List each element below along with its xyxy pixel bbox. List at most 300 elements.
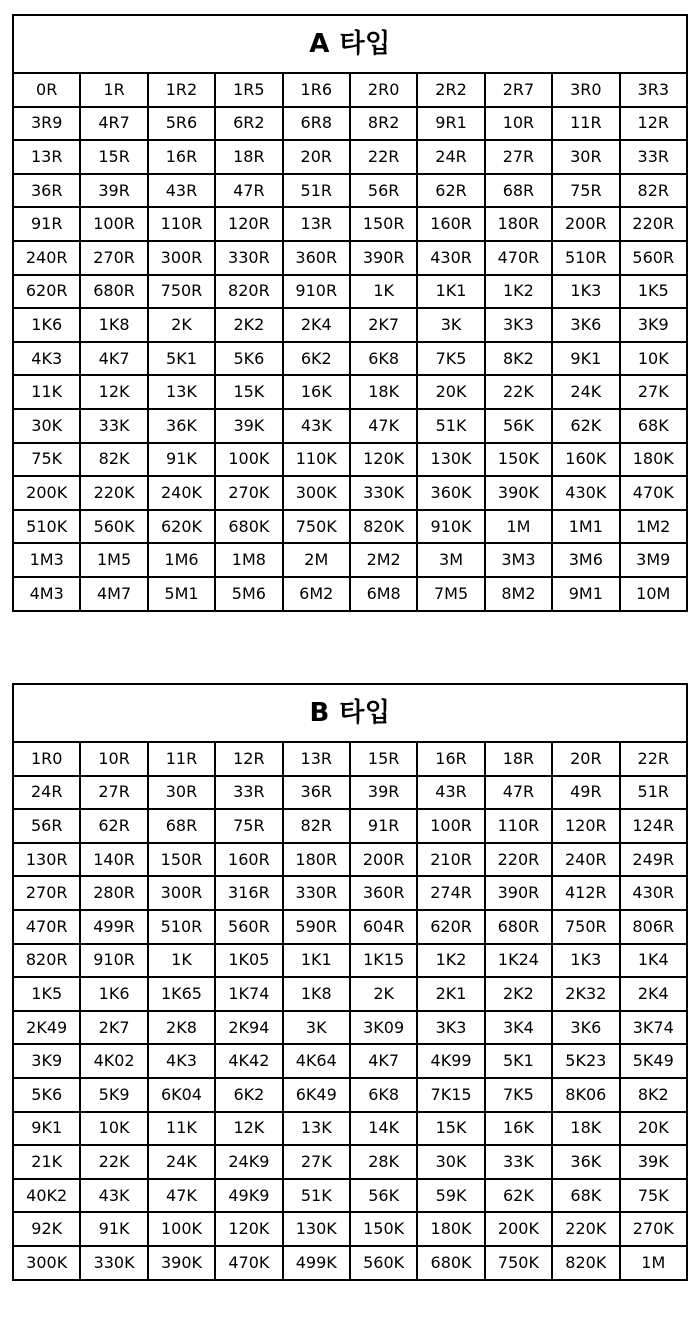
- resistor-value-cell: 100R: [80, 207, 147, 241]
- resistor-value-cell: 30K: [13, 409, 80, 443]
- resistor-value-cell: 2R7: [485, 73, 552, 107]
- resistor-value-cell: 47K: [350, 409, 417, 443]
- table-row: [13, 742, 687, 776]
- resistor-value-cell: 43R: [417, 776, 484, 810]
- resistor-value-cell: 2M: [283, 543, 350, 577]
- table-row: [13, 543, 687, 577]
- resistor-value-cell: 120R: [552, 809, 619, 843]
- resistor-value-cell: 4K3: [13, 342, 80, 376]
- resistor-value-cell: 92K: [13, 1212, 80, 1246]
- resistor-value-cell: 2M2: [350, 543, 417, 577]
- table-title: A 타입: [13, 15, 687, 73]
- resistor-value-cell: 200K: [13, 476, 80, 510]
- resistor-value-cell: 4M7: [80, 577, 147, 611]
- resistor-value-cell: 20K: [417, 375, 484, 409]
- resistor-value-cell: 3K9: [13, 1044, 80, 1078]
- resistor-value-cell: 100K: [148, 1212, 215, 1246]
- resistor-value-cell: 5K1: [485, 1044, 552, 1078]
- resistor-value-cell: 15R: [350, 742, 417, 776]
- resistor-value-cell: 11R: [148, 742, 215, 776]
- resistor-value-cell: 47R: [215, 174, 282, 208]
- resistor-value-cell: 1K2: [485, 275, 552, 309]
- resistor-value-cell: 1K6: [80, 977, 147, 1011]
- table-row: [13, 443, 687, 477]
- resistor-value-cell: 130K: [417, 443, 484, 477]
- resistor-value-cell: 200R: [552, 207, 619, 241]
- table-row: [13, 342, 687, 376]
- resistor-value-cell: 200R: [350, 843, 417, 877]
- table-row: [13, 476, 687, 510]
- resistor-value-cell: 7M5: [417, 577, 484, 611]
- resistor-value-cell: 680R: [485, 910, 552, 944]
- resistor-value-cell: 3K6: [552, 1011, 619, 1045]
- resistor-value-cell: 8K2: [620, 1078, 687, 1112]
- resistor-value-cell: 680K: [215, 510, 282, 544]
- resistor-value-cell: 59K: [417, 1179, 484, 1213]
- resistor-value-cell: 51K: [283, 1179, 350, 1213]
- resistor-value-cell: 750R: [552, 910, 619, 944]
- resistor-value-cell: 300R: [148, 241, 215, 275]
- resistor-value-cell: 1K05: [215, 944, 282, 978]
- resistor-value-cell: 910K: [417, 510, 484, 544]
- resistor-value-cell: 13K: [148, 375, 215, 409]
- resistor-value-cell: 150K: [485, 443, 552, 477]
- resistor-value-cell: 68R: [148, 809, 215, 843]
- resistor-value-cell: 300K: [283, 476, 350, 510]
- resistor-value-cell: 120K: [350, 443, 417, 477]
- resistor-value-cell: 75K: [13, 443, 80, 477]
- resistor-value-cell: 316R: [215, 876, 282, 910]
- resistor-value-cell: 6K8: [350, 1078, 417, 1112]
- resistor-value-cell: 120R: [215, 207, 282, 241]
- table-row: [13, 1212, 687, 1246]
- table-row: [13, 140, 687, 174]
- resistor-value-cell: 2K: [148, 308, 215, 342]
- resistor-value-cell: 1K3: [552, 275, 619, 309]
- resistor-value-cell: 1M6: [148, 543, 215, 577]
- resistor-value-cell: 280R: [80, 876, 147, 910]
- resistor-value-cell: 68R: [485, 174, 552, 208]
- resistor-value-cell: 30R: [552, 140, 619, 174]
- resistor-value-cell: 51K: [417, 409, 484, 443]
- resistor-value-cell: 300K: [13, 1246, 80, 1280]
- table-row: [13, 241, 687, 275]
- resistor-value-cell: 140R: [80, 843, 147, 877]
- resistor-value-cell: 12R: [620, 107, 687, 141]
- resistor-value-cell: 560K: [350, 1246, 417, 1280]
- resistor-value-cell: 10R: [485, 107, 552, 141]
- resistor-value-cell: 2K8: [148, 1011, 215, 1045]
- resistor-value-cell: 6M2: [283, 577, 350, 611]
- resistor-value-cell: 390K: [148, 1246, 215, 1280]
- resistor-value-cell: 3R3: [620, 73, 687, 107]
- resistor-value-cell: 150R: [350, 207, 417, 241]
- table-row: [13, 375, 687, 409]
- resistor-value-cell: 4K64: [283, 1044, 350, 1078]
- resistor-value-cell: 10K: [80, 1112, 147, 1146]
- table-row: [13, 207, 687, 241]
- resistor-value-cell: 39R: [80, 174, 147, 208]
- resistor-value-cell: 24K: [552, 375, 619, 409]
- resistor-value-cell: 1R5: [215, 73, 282, 107]
- resistor-value-cell: 39K: [620, 1145, 687, 1179]
- table-title-row: [13, 15, 687, 73]
- resistor-value-cell: 160K: [552, 443, 619, 477]
- resistor-value-cell: 6R2: [215, 107, 282, 141]
- resistor-value-cell: 330K: [80, 1246, 147, 1280]
- resistor-value-cell: 240K: [148, 476, 215, 510]
- resistor-value-cell: 360R: [283, 241, 350, 275]
- resistor-value-cell: 560K: [80, 510, 147, 544]
- resistor-value-cell: 3M9: [620, 543, 687, 577]
- resistor-value-cell: 604R: [350, 910, 417, 944]
- resistor-value-cell: 10M: [620, 577, 687, 611]
- resistor-value-cell: 33R: [215, 776, 282, 810]
- table-row: [13, 809, 687, 843]
- resistor-value-cell: 24K: [148, 1145, 215, 1179]
- resistor-value-cell: 470K: [620, 476, 687, 510]
- table-row: [13, 275, 687, 309]
- resistor-value-cell: 75R: [215, 809, 282, 843]
- resistor-value-cell: 8R2: [350, 107, 417, 141]
- resistor-value-cell: 3K: [283, 1011, 350, 1045]
- resistor-value-cell: 1K15: [350, 944, 417, 978]
- resistor-value-cell: 68K: [552, 1179, 619, 1213]
- resistor-value-cell: 4K42: [215, 1044, 282, 1078]
- resistor-value-cell: 15R: [80, 140, 147, 174]
- resistor-value-cell: 620R: [13, 275, 80, 309]
- resistor-value-cell: 210R: [417, 843, 484, 877]
- resistor-value-cell: 220K: [80, 476, 147, 510]
- resistor-value-cell: 150R: [148, 843, 215, 877]
- resistor-value-cell: 180R: [283, 843, 350, 877]
- resistor-value-cell: 62K: [552, 409, 619, 443]
- resistor-value-cell: 33K: [485, 1145, 552, 1179]
- resistor-value-cell: 75K: [620, 1179, 687, 1213]
- resistor-value-cell: 4K7: [350, 1044, 417, 1078]
- resistor-value-cell: 6K49: [283, 1078, 350, 1112]
- resistor-value-cell: 2K32: [552, 977, 619, 1011]
- table-row: [13, 1044, 687, 1078]
- resistor-value-cell: 6K04: [148, 1078, 215, 1112]
- resistor-value-cell: 100K: [215, 443, 282, 477]
- resistor-value-cell: 11K: [148, 1112, 215, 1146]
- resistor-value-cell: 18K: [552, 1112, 619, 1146]
- resistor-value-cell: 10R: [80, 742, 147, 776]
- table-body: [13, 742, 687, 1280]
- resistor-value-cell: 110K: [283, 443, 350, 477]
- resistor-value-cell: 36R: [13, 174, 80, 208]
- resistor-value-cell: 33R: [620, 140, 687, 174]
- resistor-value-cell: 2R0: [350, 73, 417, 107]
- resistor-value-cell: 39K: [215, 409, 282, 443]
- resistor-value-cell: 1R0: [13, 742, 80, 776]
- resistor-value-cell: 1K1: [283, 944, 350, 978]
- resistor-value-cell: 4K3: [148, 1044, 215, 1078]
- resistor-value-cell: 22R: [620, 742, 687, 776]
- resistor-value-cell: 12R: [215, 742, 282, 776]
- resistor-value-cell: 47K: [148, 1179, 215, 1213]
- resistor-value-cell: 1M3: [13, 543, 80, 577]
- table-row: [13, 409, 687, 443]
- resistor-value-cell: 2K4: [283, 308, 350, 342]
- resistor-value-cell: 20R: [552, 742, 619, 776]
- resistor-value-cell: 9M1: [552, 577, 619, 611]
- resistor-value-cell: 33K: [80, 409, 147, 443]
- resistor-value-cell: 2K1: [417, 977, 484, 1011]
- resistor-value-cell: 1K65: [148, 977, 215, 1011]
- resistor-value-cell: 390K: [485, 476, 552, 510]
- resistor-value-cell: 180K: [417, 1212, 484, 1246]
- resistor-value-cell: 1M: [620, 1246, 687, 1280]
- resistor-value-cell: 13R: [283, 207, 350, 241]
- resistor-value-cell: 11K: [13, 375, 80, 409]
- resistor-value-cell: 30R: [148, 776, 215, 810]
- resistor-value-cell: 43R: [148, 174, 215, 208]
- resistor-value-cell: 1K8: [283, 977, 350, 1011]
- resistor-value-cell: 3K6: [552, 308, 619, 342]
- resistor-value-cell: 51R: [283, 174, 350, 208]
- resistor-value-cell: 270K: [620, 1212, 687, 1246]
- resistor-value-cell: 51R: [620, 776, 687, 810]
- resistor-value-cell: 18R: [485, 742, 552, 776]
- resistor-value-cell: 9R1: [417, 107, 484, 141]
- resistor-value-cell: 680K: [417, 1246, 484, 1280]
- resistor-value-cell: 750K: [485, 1246, 552, 1280]
- resistor-value-cell: 2K: [350, 977, 417, 1011]
- resistor-value-cell: 412R: [552, 876, 619, 910]
- resistor-value-cell: 220R: [620, 207, 687, 241]
- resistor-value-cell: 3R9: [13, 107, 80, 141]
- resistor-value-cell: 160R: [417, 207, 484, 241]
- resistor-value-cell: 82R: [283, 809, 350, 843]
- resistor-value-cell: 3K9: [620, 308, 687, 342]
- resistor-value-cell: 510K: [13, 510, 80, 544]
- table-row: [13, 308, 687, 342]
- resistor-value-cell: 20K: [620, 1112, 687, 1146]
- resistor-value-cell: 1R2: [148, 73, 215, 107]
- resistor-value-cell: 91R: [350, 809, 417, 843]
- resistor-value-cell: 820K: [552, 1246, 619, 1280]
- resistor-value-cell: 15K: [215, 375, 282, 409]
- resistor-value-cell: 2K2: [215, 308, 282, 342]
- table-body: [13, 73, 687, 611]
- resistor-value-cell: 5K23: [552, 1044, 619, 1078]
- table-row: [13, 1145, 687, 1179]
- resistor-value-cell: 620K: [148, 510, 215, 544]
- resistor-value-cell: 4K99: [417, 1044, 484, 1078]
- resistor-value-cell: 36R: [283, 776, 350, 810]
- resistor-value-cell: 2K49: [13, 1011, 80, 1045]
- resistor-value-cell: 7K15: [417, 1078, 484, 1112]
- table-row: [13, 876, 687, 910]
- resistor-value-cell: 62K: [485, 1179, 552, 1213]
- resistor-value-cell: 1K5: [13, 977, 80, 1011]
- resistor-value-cell: 820K: [350, 510, 417, 544]
- resistor-value-cell: 15K: [417, 1112, 484, 1146]
- resistor-value-cell: 3M3: [485, 543, 552, 577]
- table-row: [13, 1246, 687, 1280]
- resistor-value-cell: 2K7: [350, 308, 417, 342]
- resistor-value-cell: 2K2: [485, 977, 552, 1011]
- resistor-value-cell: 2K94: [215, 1011, 282, 1045]
- resistor-value-cell: 9K1: [13, 1112, 80, 1146]
- resistor-value-cell: 13K: [283, 1112, 350, 1146]
- resistor-value-cell: 20R: [283, 140, 350, 174]
- resistor-value-cell: 330R: [283, 876, 350, 910]
- resistor-value-cell: 110R: [485, 809, 552, 843]
- table-row: [13, 510, 687, 544]
- resistor-value-cell: 5K49: [620, 1044, 687, 1078]
- resistor-value-cell: 3K74: [620, 1011, 687, 1045]
- resistor-value-cell: 16R: [417, 742, 484, 776]
- resistor-value-cell: 6K2: [283, 342, 350, 376]
- resistor-value-cell: 1R6: [283, 73, 350, 107]
- resistor-value-cell: 8M2: [485, 577, 552, 611]
- resistor-value-cell: 4M3: [13, 577, 80, 611]
- table-row: [13, 174, 687, 208]
- resistor-value-cell: 40K2: [13, 1179, 80, 1213]
- resistor-table-a-type: [12, 14, 688, 612]
- resistor-value-cell: 91K: [148, 443, 215, 477]
- table-row: [13, 577, 687, 611]
- resistor-value-cell: 5R6: [148, 107, 215, 141]
- resistor-value-cell: 62R: [417, 174, 484, 208]
- resistor-value-cell: 1M2: [620, 510, 687, 544]
- resistor-value-cell: 510R: [148, 910, 215, 944]
- resistor-value-cell: 1K: [148, 944, 215, 978]
- resistor-value-cell: 56R: [350, 174, 417, 208]
- resistor-value-cell: 3K: [417, 308, 484, 342]
- resistor-value-cell: 2K7: [80, 1011, 147, 1045]
- resistor-value-cell: 1M1: [552, 510, 619, 544]
- resistor-value-cell: 30K: [417, 1145, 484, 1179]
- resistor-value-cell: 36K: [552, 1145, 619, 1179]
- resistor-value-cell: 4K02: [80, 1044, 147, 1078]
- table-row: [13, 73, 687, 107]
- resistor-value-cell: 1M8: [215, 543, 282, 577]
- resistor-value-cell: 470R: [485, 241, 552, 275]
- resistor-value-cell: 1M5: [80, 543, 147, 577]
- resistor-value-cell: 8K2: [485, 342, 552, 376]
- table-row: [13, 1011, 687, 1045]
- table-row: [13, 843, 687, 877]
- resistor-value-cell: 470K: [215, 1246, 282, 1280]
- resistor-value-cell: 6M8: [350, 577, 417, 611]
- resistor-value-cell: 274R: [417, 876, 484, 910]
- resistor-value-cell: 1K4: [620, 944, 687, 978]
- resistor-value-cell: 4K7: [80, 342, 147, 376]
- resistor-value-cell: 24R: [13, 776, 80, 810]
- resistor-value-cell: 16R: [148, 140, 215, 174]
- resistor-value-cell: 680R: [80, 275, 147, 309]
- resistor-value-cell: 12K: [215, 1112, 282, 1146]
- resistor-value-cell: 1K: [350, 275, 417, 309]
- resistor-value-cell: 27K: [283, 1145, 350, 1179]
- resistor-value-cell: 91K: [80, 1212, 147, 1246]
- table-row: [13, 1078, 687, 1112]
- resistor-value-cell: 220K: [552, 1212, 619, 1246]
- resistor-value-cell: 18R: [215, 140, 282, 174]
- resistor-value-cell: 590R: [283, 910, 350, 944]
- resistor-value-cell: 3K4: [485, 1011, 552, 1045]
- resistor-value-cell: 110R: [148, 207, 215, 241]
- resistor-value-cell: 8K06: [552, 1078, 619, 1112]
- resistor-value-cell: 0R: [13, 73, 80, 107]
- resistor-value-cell: 130K: [283, 1212, 350, 1246]
- resistor-value-cell: 750K: [283, 510, 350, 544]
- resistor-value-cell: 1M: [485, 510, 552, 544]
- resistor-value-cell: 560R: [215, 910, 282, 944]
- resistor-value-cell: 7K5: [485, 1078, 552, 1112]
- resistor-value-cell: 21K: [13, 1145, 80, 1179]
- resistor-value-cell: 7K5: [417, 342, 484, 376]
- resistor-value-cell: 1K74: [215, 977, 282, 1011]
- resistor-value-cell: 5K6: [13, 1078, 80, 1112]
- resistor-value-cell: 27K: [620, 375, 687, 409]
- resistor-value-cell: 11R: [552, 107, 619, 141]
- resistor-value-cell: 5K1: [148, 342, 215, 376]
- table-row: [13, 776, 687, 810]
- resistor-value-cell: 12K: [80, 375, 147, 409]
- resistor-value-cell: 2K4: [620, 977, 687, 1011]
- resistor-value-cell: 28K: [350, 1145, 417, 1179]
- resistor-value-cell: 330R: [215, 241, 282, 275]
- resistor-value-cell: 390R: [350, 241, 417, 275]
- resistor-value-cell: 49R: [552, 776, 619, 810]
- resistor-value-cell: 270R: [80, 241, 147, 275]
- resistor-value-cell: 16K: [485, 1112, 552, 1146]
- resistor-value-cell: 620R: [417, 910, 484, 944]
- resistor-value-cell: 806R: [620, 910, 687, 944]
- resistor-value-cell: 6R8: [283, 107, 350, 141]
- resistor-value-cell: 56R: [13, 809, 80, 843]
- resistor-value-cell: 910R: [283, 275, 350, 309]
- resistor-value-cell: 27R: [80, 776, 147, 810]
- resistor-value-cell: 18K: [350, 375, 417, 409]
- resistor-value-cell: 300R: [148, 876, 215, 910]
- resistor-value-cell: 39R: [350, 776, 417, 810]
- resistor-value-cell: 3K09: [350, 1011, 417, 1045]
- resistor-value-cell: 75R: [552, 174, 619, 208]
- resistor-value-cell: 120K: [215, 1212, 282, 1246]
- resistor-value-cell: 200K: [485, 1212, 552, 1246]
- resistor-value-cell: 6K2: [215, 1078, 282, 1112]
- resistor-value-cell: 1K5: [620, 275, 687, 309]
- resistor-value-cell: 560R: [620, 241, 687, 275]
- table-title: B 타입: [13, 684, 687, 742]
- resistor-value-cell: 390R: [485, 876, 552, 910]
- resistor-value-cell: 430K: [552, 476, 619, 510]
- resistor-value-cell: 5K6: [215, 342, 282, 376]
- resistor-value-cell: 270R: [13, 876, 80, 910]
- table-title-row: [13, 684, 687, 742]
- resistor-value-cell: 13R: [13, 140, 80, 174]
- resistor-value-cell: 22K: [80, 1145, 147, 1179]
- resistor-value-cell: 470R: [13, 910, 80, 944]
- resistor-value-cell: 180R: [485, 207, 552, 241]
- resistor-value-cell: 820R: [13, 944, 80, 978]
- resistor-value-cell: 49K9: [215, 1179, 282, 1213]
- resistor-value-cell: 1K1: [417, 275, 484, 309]
- resistor-value-cell: 124R: [620, 809, 687, 843]
- resistor-value-cell: 47R: [485, 776, 552, 810]
- resistor-value-cell: 160R: [215, 843, 282, 877]
- resistor-value-cell: 3K3: [417, 1011, 484, 1045]
- resistor-value-cell: 220R: [485, 843, 552, 877]
- resistor-value-cell: 68K: [620, 409, 687, 443]
- resistor-value-cell: 820R: [215, 275, 282, 309]
